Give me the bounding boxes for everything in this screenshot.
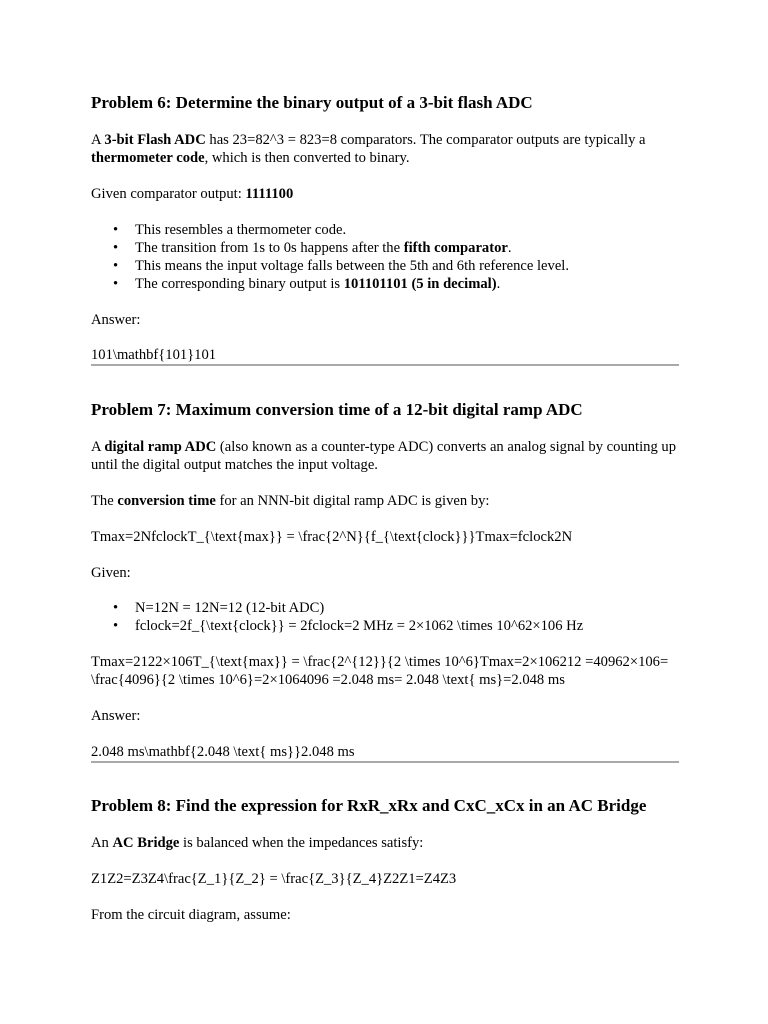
intro-text: (also known as a counter-type ADC) converts an analog signal by counting up until the digital output matches the input voltage. bbox=[91, 439, 676, 473]
bullet-icon: • bbox=[113, 600, 119, 616]
problem-7-bullet-list bbox=[91, 599, 679, 635]
section-divider bbox=[91, 761, 679, 763]
problem-7-given-label: Given: bbox=[91, 565, 131, 581]
list-item bbox=[91, 617, 679, 635]
list-item-text: . bbox=[507, 240, 512, 256]
bullet-icon: • bbox=[113, 276, 119, 292]
list-item-text: . bbox=[496, 276, 501, 292]
intro-bold-term: AC Bridge bbox=[112, 835, 180, 851]
intro-bold-term: thermometer code bbox=[91, 150, 205, 166]
problem-7-answer: 2.048 ms\mathbf{2.048 \text{ ms}}2.048 ms bbox=[91, 744, 355, 760]
problem-8-heading: Problem 8: Find the expression for RxR_xRx and CxC_xCx in an AC Bridge bbox=[91, 796, 647, 815]
problem-6-answer: 101\mathbf{101}101 bbox=[91, 347, 217, 363]
list-item bbox=[91, 599, 679, 617]
list-item-text: This resembles a thermometer code. bbox=[135, 222, 347, 238]
bullet-icon: • bbox=[113, 240, 119, 256]
intro-text: has 23=82^3 = 823=8 comparators. The comparator outputs are typically a bbox=[205, 132, 646, 148]
bullet-icon: • bbox=[113, 258, 119, 274]
problem-7-intro bbox=[91, 438, 679, 474]
list-item bbox=[91, 275, 679, 293]
problem-8-intro bbox=[91, 834, 679, 852]
intro-text: An bbox=[91, 835, 113, 851]
problem-6-given bbox=[91, 185, 679, 203]
problem-6-answer-label: Answer: bbox=[91, 312, 141, 328]
conv-text: for an NNN-bit digital ramp ADC is given by: bbox=[215, 493, 490, 509]
intro-text: , which is then converted to binary. bbox=[204, 150, 410, 166]
list-item bbox=[91, 257, 679, 275]
list-item-text: The transition from 1s to 0s happens after the bbox=[135, 240, 404, 256]
list-item bbox=[91, 221, 679, 239]
intro-text: A bbox=[91, 439, 105, 455]
problem-7-answer-label: Answer: bbox=[91, 708, 141, 724]
given-label: Given comparator output: bbox=[91, 186, 246, 202]
list-item-text: The corresponding binary output is bbox=[135, 276, 344, 292]
conv-text: The bbox=[91, 493, 118, 509]
conv-bold-term: conversion time bbox=[117, 493, 216, 509]
list-item-bold: fifth comparator bbox=[403, 240, 508, 256]
bullet-icon: • bbox=[113, 222, 119, 238]
problem-7-conversion-text bbox=[91, 492, 679, 510]
list-item-text: N=12N = 12N=12 (12-bit ADC) bbox=[135, 600, 325, 616]
section-divider bbox=[91, 364, 679, 366]
intro-text: A bbox=[91, 132, 105, 148]
list-item bbox=[91, 239, 679, 257]
intro-bold-term: 3-bit Flash ADC bbox=[104, 132, 206, 148]
problem-6-intro bbox=[91, 131, 679, 167]
problem-7-calculation: Tmax=2122×106T_{\text{max}} = \frac{2^{12}}{2 \times 10^6}Tmax=2×106212 =40962×106= \frac{4096}{2 \times 10^6}=2×1064096 =2.048 ms= 2.048 \text{ ms}=2.048 ms bbox=[91, 654, 669, 688]
problem-7-heading: Problem 7: Maximum conversion time of a 12-bit digital ramp ADC bbox=[91, 400, 583, 419]
list-item-text: This means the input voltage falls between the 5th and 6th reference level. bbox=[135, 258, 570, 274]
problem-7-formula: Tmax=2NfclockT_{\text{max}} = \frac{2^N}{f_{\text{clock}}}Tmax=fclock2N bbox=[91, 529, 573, 545]
bullet-icon: • bbox=[113, 618, 119, 634]
problem-8-assume: From the circuit diagram, assume: bbox=[91, 907, 291, 923]
intro-bold-term: digital ramp ADC bbox=[104, 439, 217, 455]
problem-6-heading: Problem 6: Determine the binary output of a 3-bit flash ADC bbox=[91, 93, 533, 112]
intro-text: is balanced when the impedances satisfy: bbox=[179, 835, 424, 851]
problem-8-formula: Z1Z2=Z3Z4\frac{Z_1}{Z_2} = \frac{Z_3}{Z_4}Z2Z1=Z4Z3 bbox=[91, 871, 457, 887]
list-item-text: fclock=2f_{\text{clock}} = 2fclock=2 MHz = 2×1062 \times 10^62×106 Hz bbox=[135, 618, 584, 634]
problem-6-bullet-list bbox=[91, 221, 679, 293]
list-item-bold: 101101101 (5 in decimal) bbox=[343, 276, 497, 292]
given-value: 1111100 bbox=[245, 186, 294, 202]
